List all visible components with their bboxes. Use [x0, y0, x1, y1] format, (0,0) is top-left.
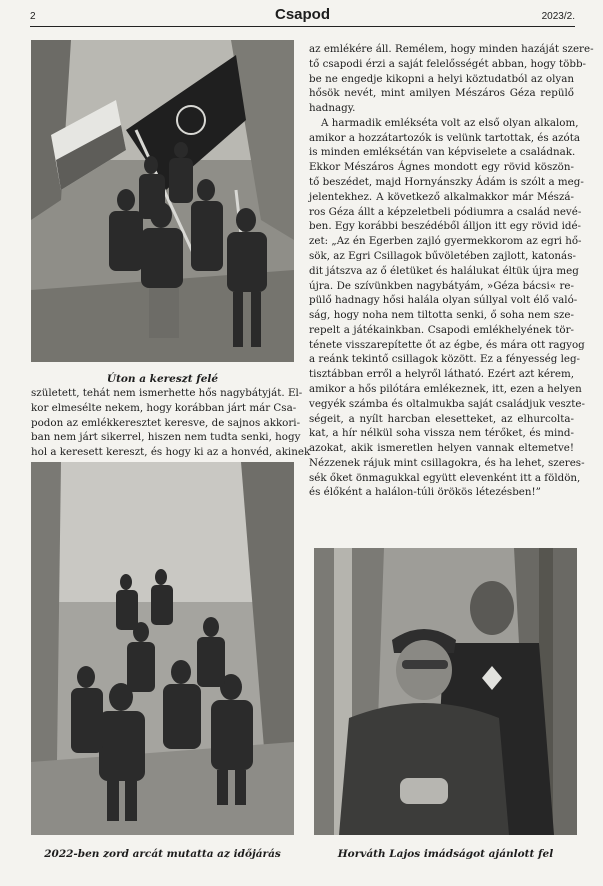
- text-line: ségeit, a nyílt harcban elesetteket, az elhurcolta-: [309, 412, 574, 425]
- text-line: hősök nevét, mint amilyen Mészáros Géza repülő: [309, 87, 574, 100]
- text-line: vegyék számba és oltalmukba saját családjuk veszte-: [309, 397, 585, 410]
- text-line: pülő hadnagy hősi halála olyan súllyal volt élő való-: [309, 294, 578, 307]
- text-line: Nézzenek rájuk mint csillagokra, és ha lehet, szeres-: [309, 456, 585, 469]
- text-line: A harmadik emlékséta volt az első olyan alkalom,: [321, 116, 579, 129]
- text-line: ban nem járt sikerrel, hiszen nem tudta senki, hogy: [31, 431, 301, 444]
- page-number: 2: [30, 11, 36, 22]
- text-line: hadnagy.: [309, 102, 356, 115]
- text-line: született, tehát nem ismerhette hős nagybátyját. El-: [31, 387, 303, 399]
- text-line: ság, hogy noha nem tiltotta senki, ő soha nem sze-: [309, 309, 574, 322]
- text-line: amikor a hozzátartozók is velünk tartottak, és azóta: [309, 131, 580, 144]
- text-line: dit játszva az ő életüket és halálukat éltük újra meg: [309, 264, 579, 277]
- text-line: Ekkor Mészáros Ágnes mondott egy rövid köszön-: [309, 161, 574, 174]
- text-line: sék őket önmagukkal együtt elevenként itt a földön,: [309, 471, 581, 484]
- page-header: [30, 6, 575, 27]
- text-line: kor elmesélte nekem, hogy korábban járt már Csa-: [31, 401, 297, 414]
- photo3-caption: Horváth Lajos imádságot ajánlott fel: [337, 848, 554, 860]
- text-line: tisztábban erről a helyről látható. Ezért azt kérem,: [309, 368, 575, 381]
- photo-man-praying: [314, 548, 577, 835]
- issue-number: 2023/2.: [541, 11, 575, 22]
- text-line: podon az emlékkeresztet keresve, de sajnos akkori-: [31, 416, 301, 429]
- text-line: hol a keresett kereszt, és hogy ki az a honvéd, akinek: [31, 446, 311, 459]
- right-column-text: [309, 42, 594, 500]
- publication-title: Csapod: [274, 6, 330, 23]
- text-line: ben. Egy korábbi beszédéből álljon itt egy rövid idé-: [309, 220, 582, 233]
- photo-march-with-flags: [31, 40, 294, 362]
- text-line: tő csapodi érzi a saját felelősségét abban, hogy több-: [309, 57, 587, 70]
- text-line: újra. De szívünkben nagybátyám, »Géza bácsi« re-: [309, 279, 574, 292]
- text-line: amikor a hős pilótára emlékeznek, itt, ezen a helyen: [309, 382, 582, 395]
- photo-snowy-march: [31, 462, 294, 835]
- text-line: is minden emléksétán van képviselete a családnak.: [309, 146, 576, 159]
- text-line: be ne engedje kikopni a helyi köztudatból az olyan: [309, 72, 574, 85]
- text-line: repelt a játékainkban. Csapodi emlékhelyének tör-: [309, 323, 574, 336]
- photo2-caption: 2022-ben zord arcát mutatta az időjárás: [44, 848, 281, 860]
- text-line: zet: „Az én Egerben zajló gyermekkorom az egri hő-: [309, 235, 582, 248]
- text-line: ros Géza állt a képzeletbeli pódiumra a család nevé-: [309, 205, 582, 218]
- text-line: jelentekhez. A következő alkalmakkor már Mészá-: [309, 190, 574, 203]
- text-line: sök, az Egri Csillagok bűvöletében zajlott, katonás-: [309, 249, 576, 262]
- text-line: azokat, akik ismeretlen helyen vannak eltemetve!: [309, 442, 574, 455]
- text-line: és élőként a halálon-túli örökös létezésben!”: [309, 486, 541, 499]
- text-line: tő beszédet, majd Hornyánszky Ádám is szólt a meg-: [309, 176, 584, 189]
- left-column-text: [31, 386, 311, 460]
- text-line: a reánk tekintő csillagok között. Ez a fényesség leg-: [309, 353, 581, 366]
- text-line: az emlékére áll. Remélem, hogy minden hazáját szere-: [309, 43, 594, 55]
- text-line: ténete visszarepítette őt az égbe, és mára ott ragyog: [309, 338, 585, 351]
- photo1-caption: Úton a kereszt felé: [106, 373, 219, 385]
- text-line: kat, a hír nélkül soha vissza nem térőket, és mind-: [309, 427, 574, 440]
